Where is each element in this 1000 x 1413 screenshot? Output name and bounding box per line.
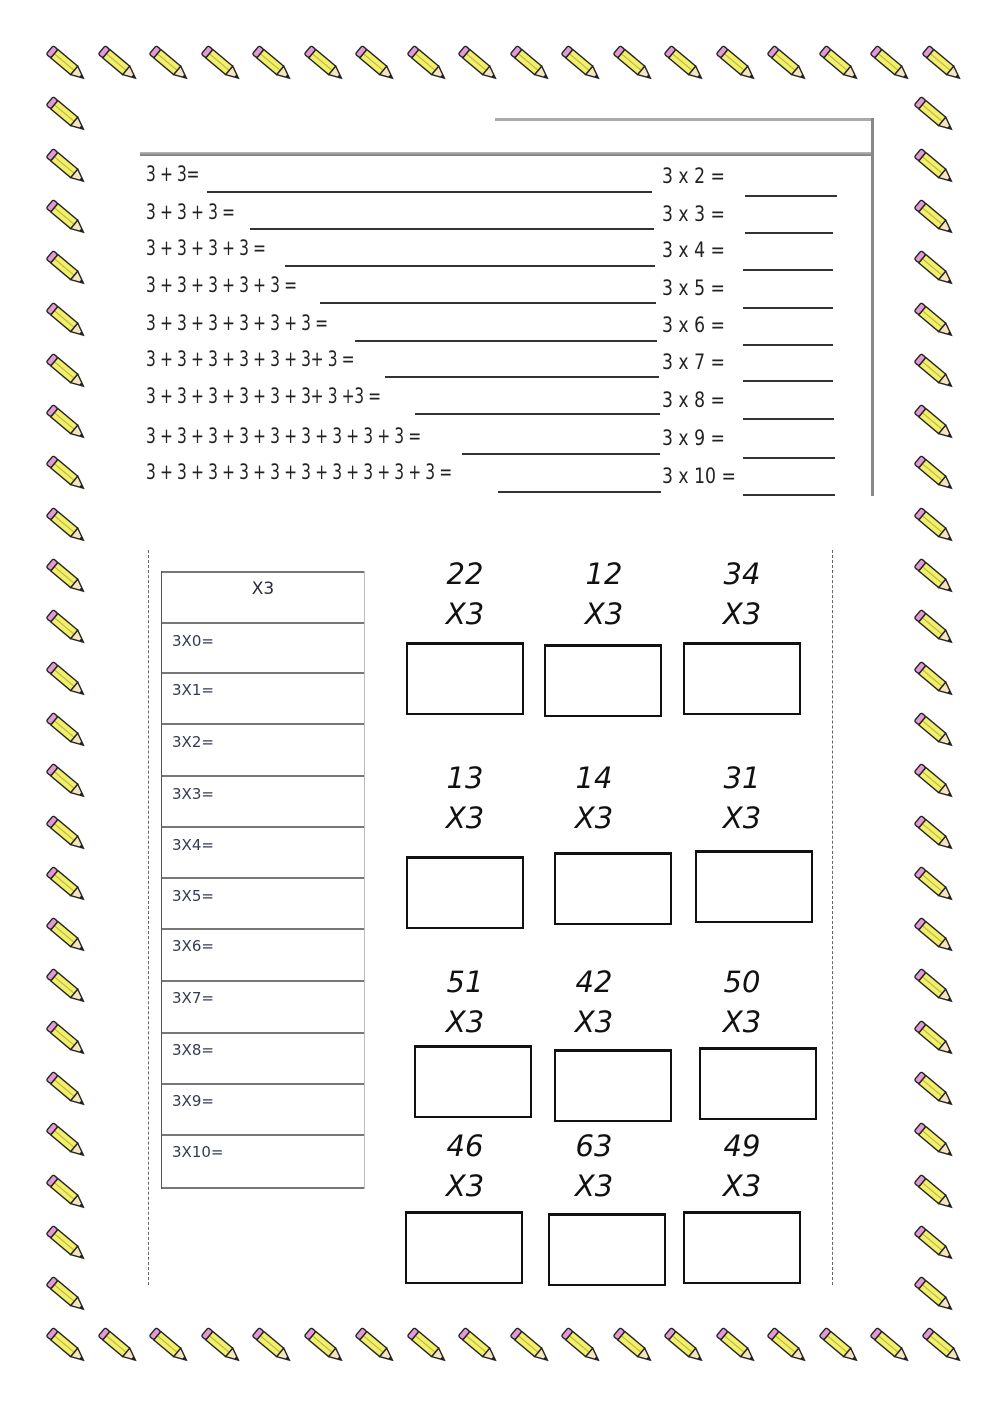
problem-operator: X3 [445,1169,485,1203]
pencil-icon [910,656,960,706]
pencil-icon [42,758,92,808]
pencil-icon [42,1117,92,1167]
pencil-icon [660,40,710,90]
answer-box[interactable] [683,1211,801,1284]
addition-answer-line[interactable] [250,228,654,230]
pencil-icon [42,1169,92,1219]
problem-number: 42 [575,965,613,999]
pencil-icon [454,40,504,90]
pencil-icon [918,40,968,90]
multiplication-label: 3 x 10 = [662,464,736,488]
pencil-icon [42,1066,92,1116]
answer-box[interactable] [548,1213,666,1286]
pencil-icon [506,1322,556,1372]
multiplication-label: 3 x 5 = [662,276,725,300]
problem-number: 49 [723,1129,761,1163]
pencil-icon [557,40,607,90]
sheet-corner-rule [495,118,872,121]
pencil-icon [910,502,960,552]
pencil-icon [351,1322,401,1372]
addition-row: 3 + 3 + 3 + 3 + 3 + 3 = [146,311,328,335]
pencil-icon [910,604,960,654]
pencil-icon [403,40,453,90]
addition-answer-line[interactable] [320,302,656,304]
multiplication-problem [682,962,802,1042]
problem-operator: X3 [722,597,762,631]
multiplication-problem [405,758,525,838]
pencil-icon [815,40,865,90]
pencil-icon [910,143,960,193]
pencil-icon [42,1322,92,1372]
problem-number: 14 [575,761,613,795]
pencil-icon [910,297,960,347]
pencil-icon [763,40,813,90]
pencil-icon [910,963,960,1013]
problem-operator: X3 [445,801,485,835]
answer-box[interactable] [554,1049,672,1122]
problem-operator: X3 [574,1169,614,1203]
answer-box[interactable] [406,642,524,715]
addition-answer-line[interactable] [207,191,652,193]
addition-row: 3 + 3 + 3 = [146,200,235,224]
multiplication-problem [534,758,654,838]
pencil-icon [42,1271,92,1321]
pencil-icon [42,656,92,706]
multiplication-answer-line[interactable] [745,195,837,197]
pencil-icon [42,450,92,500]
addition-answer-line[interactable] [385,376,659,378]
pencil-icon [145,1322,195,1372]
pencil-icon [815,1322,865,1372]
pencil-icon [910,194,960,244]
sheet-right-rule [871,118,874,496]
pencil-icon [351,40,401,90]
multiplication-answer-line[interactable] [743,344,833,346]
dashed-divider-right [832,550,833,1285]
pencil-icon [609,1322,659,1372]
problem-number: 22 [446,557,484,591]
pencil-icon [42,810,92,860]
pencil-icon [454,1322,504,1372]
pencil-icon [300,40,350,90]
multiplication-problem [544,554,664,634]
times-table-row: 3X5= [172,887,214,905]
multiplication-problem [405,962,525,1042]
problem-operator: X3 [445,1005,485,1039]
pencil-icon [42,297,92,347]
addition-row: 3 + 3= [146,162,200,186]
answer-box[interactable] [405,1211,523,1284]
pencil-icon [866,1322,916,1372]
multiplication-answer-line[interactable] [743,494,835,496]
times-table-row: 3X7= [172,989,214,1007]
problem-number: 34 [723,557,761,591]
times-table-row: 3X9= [172,1092,214,1110]
pencil-icon [910,91,960,141]
times-table-row: 3X10= [172,1143,224,1161]
problem-number: 12 [585,557,623,591]
problem-operator: X3 [574,801,614,835]
multiplication-label: 3 x 4 = [662,238,725,262]
pencil-icon [145,40,195,90]
problem-number: 51 [446,965,484,999]
pencil-icon [506,40,556,90]
answer-box[interactable] [699,1047,817,1120]
pencil-icon [866,40,916,90]
pencil-icon [42,91,92,141]
pencil-icon [42,963,92,1013]
pencil-icon [94,40,144,90]
addition-row: 3 + 3 + 3 + 3 + 3 + 3 + 3 + 3 + 3 + 3 = [146,460,452,484]
multiplication-answer-line[interactable] [743,269,833,271]
addition-answer-line[interactable] [498,491,661,493]
problem-number: 50 [723,965,761,999]
pencil-icon [910,758,960,808]
pencil-icon [42,245,92,295]
pencil-icon [42,861,92,911]
times-table-row: 3X8= [172,1041,214,1059]
times-table-row: 3X0= [172,632,214,650]
addition-answer-line[interactable] [285,265,655,267]
addition-answer-line[interactable] [415,413,660,415]
pencil-icon [660,1322,710,1372]
pencil-icon [42,399,92,449]
multiplication-answer-line[interactable] [745,232,833,234]
multiplication-label: 3 x 9 = [662,426,725,450]
pencil-icon [918,1322,968,1372]
answer-box[interactable] [695,850,813,923]
pencil-icon [197,40,247,90]
multiplication-problem [682,554,802,634]
addition-answer-line[interactable] [462,453,660,455]
multiplication-answer-line[interactable] [743,307,833,309]
pencil-icon [42,194,92,244]
pencil-icon [94,1322,144,1372]
times-table-row: 3X3= [172,785,214,803]
problem-operator: X3 [574,1005,614,1039]
multiplication-problem [405,1126,525,1206]
addition-answer-line[interactable] [355,340,657,342]
sheet-top-rule [140,152,872,156]
multiplication-answer-line[interactable] [743,380,833,382]
pencil-icon [42,1220,92,1270]
pencil-icon [42,912,92,962]
pencil-icon [910,1220,960,1270]
pencil-icon [403,1322,453,1372]
pencil-icon [248,40,298,90]
pencil-icon [910,1117,960,1167]
multiplication-problem [534,1126,654,1206]
multiplication-label: 3 x 6 = [662,313,725,337]
answer-box[interactable] [414,1045,532,1118]
times-table-row: 3X4= [172,836,214,854]
pencil-icon [42,1015,92,1065]
pencil-icon [910,1066,960,1116]
repeated-addition-worksheet [140,118,875,496]
dashed-divider-left [148,550,149,1285]
addition-row: 3 + 3 + 3 + 3 + 3 + 3+ 3 +3 = [146,384,381,408]
addition-row: 3 + 3 + 3 + 3 + 3 + 3 + 3 + 3 + 3 = [146,424,421,448]
pencil-icon [42,604,92,654]
problem-operator: X3 [722,801,762,835]
problem-number: 63 [575,1129,613,1163]
multiplication-answer-line[interactable] [743,418,834,420]
answer-box[interactable] [544,644,662,717]
pencil-icon [910,1169,960,1219]
problem-operator: X3 [722,1169,762,1203]
addition-row: 3 + 3 + 3 + 3 + 3 = [146,273,297,297]
answer-box[interactable] [554,852,672,925]
pencil-icon [910,1015,960,1065]
pencil-icon [609,40,659,90]
multiplication-problem [682,1126,802,1206]
pencil-icon [300,1322,350,1372]
multiplication-problem [405,554,525,634]
multiplication-label: 3 x 3 = [662,202,725,226]
problem-operator: X3 [584,597,624,631]
pencil-icon [42,40,92,90]
multiplication-label: 3 x 7 = [662,350,725,374]
multiplication-label: 3 x 8 = [662,388,725,412]
pencil-icon [42,502,92,552]
pencil-icon [42,553,92,603]
pencil-icon [910,450,960,500]
problem-number: 46 [446,1129,484,1163]
times-table-row: 3X6= [172,937,214,955]
pencil-icon [910,348,960,398]
multiplication-problem [534,962,654,1042]
problem-number: 13 [446,761,484,795]
addition-row: 3 + 3 + 3 + 3 = [146,236,266,260]
multiplication-label: 3 x 2 = [662,164,725,188]
pencil-icon [910,861,960,911]
pencil-icon [557,1322,607,1372]
pencil-icon [910,707,960,757]
multiplication-problem [682,758,802,838]
pencil-icon [910,399,960,449]
addition-row: 3 + 3 + 3 + 3 + 3 + 3+ 3 = [146,347,355,371]
pencil-icon [910,245,960,295]
pencil-icon [42,707,92,757]
pencil-icon [910,1271,960,1321]
pencil-icon [910,810,960,860]
times-table-row: 3X1= [172,681,214,699]
times-table-row: 3X2= [172,733,214,751]
multiplication-answer-line[interactable] [743,457,835,459]
answer-box[interactable] [406,856,524,929]
answer-box[interactable] [683,642,801,715]
pencil-icon [42,348,92,398]
times-table-x3 [161,571,365,1189]
pencil-icon [910,553,960,603]
problem-number: 31 [723,761,761,795]
problem-operator: X3 [722,1005,762,1039]
pencil-icon [42,143,92,193]
times-table-header: X3 [251,579,275,599]
pencil-icon [712,40,762,90]
pencil-icon [248,1322,298,1372]
pencil-icon [910,912,960,962]
problem-operator: X3 [445,597,485,631]
pencil-icon [763,1322,813,1372]
pencil-icon [712,1322,762,1372]
pencil-icon [197,1322,247,1372]
